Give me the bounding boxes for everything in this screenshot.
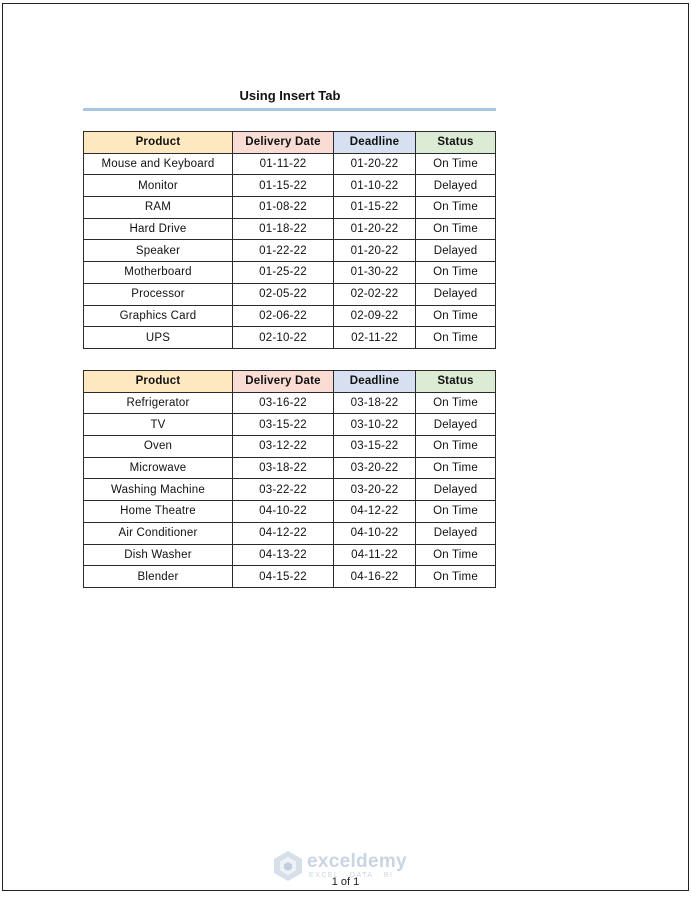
sheet-title: Using Insert Tab: [239, 88, 341, 103]
cell-product: Blender: [84, 566, 233, 588]
table-row: [84, 262, 496, 284]
cell-delivery-date: 02-05-22: [233, 283, 334, 305]
cell-product: Hard Drive: [84, 218, 233, 240]
cell-deadline: 03-20-22: [334, 457, 416, 479]
cell-delivery-date: 04-15-22: [233, 566, 334, 588]
cell-status: On Time: [416, 544, 496, 566]
cell-delivery-date: 03-22-22: [233, 479, 334, 501]
header-delivery-date: Delivery Date: [233, 371, 334, 393]
cell-status: On Time: [416, 436, 496, 458]
cell-status: On Time: [416, 262, 496, 284]
cell-delivery-date: 01-18-22: [233, 218, 334, 240]
cell-status: Delayed: [416, 240, 496, 262]
cell-deadline: 02-11-22: [334, 327, 416, 349]
table-row: [84, 501, 496, 523]
title-underline: [83, 108, 496, 111]
cell-delivery-date: 01-15-22: [233, 175, 334, 197]
table-row: [84, 240, 496, 262]
table-row: [84, 479, 496, 501]
cell-product: Air Conditioner: [84, 522, 233, 544]
cell-delivery-date: 02-06-22: [233, 305, 334, 327]
cell-delivery-date: 02-10-22: [233, 327, 334, 349]
cell-status: Delayed: [416, 414, 496, 436]
cell-deadline: 03-20-22: [334, 479, 416, 501]
cell-delivery-date: 04-12-22: [233, 522, 334, 544]
cell-product: Speaker: [84, 240, 233, 262]
header-status: Status: [416, 371, 496, 393]
cell-product: UPS: [84, 327, 233, 349]
cell-status: On Time: [416, 327, 496, 349]
cell-status: On Time: [416, 457, 496, 479]
cell-delivery-date: 03-15-22: [233, 414, 334, 436]
cell-status: On Time: [416, 197, 496, 219]
product-table-1: [83, 131, 496, 349]
cell-deadline: 04-11-22: [334, 544, 416, 566]
cell-deadline: 01-30-22: [334, 262, 416, 284]
cell-product: Home Theatre: [84, 501, 233, 523]
table-row: [84, 175, 496, 197]
cell-status: On Time: [416, 566, 496, 588]
table-header-row: [84, 132, 496, 154]
cell-product: Motherboard: [84, 262, 233, 284]
cell-product: Mouse and Keyboard: [84, 153, 233, 175]
cell-product: RAM: [84, 197, 233, 219]
cell-deadline: 01-10-22: [334, 175, 416, 197]
cell-product: Dish Washer: [84, 544, 233, 566]
table-row: [84, 457, 496, 479]
table-row: [84, 305, 496, 327]
table-row: [84, 522, 496, 544]
cell-delivery-date: 03-18-22: [233, 457, 334, 479]
cell-product: TV: [84, 414, 233, 436]
table-row: [84, 327, 496, 349]
watermark-brand-name: exceldemy: [307, 851, 407, 872]
cell-deadline: 04-12-22: [334, 501, 416, 523]
table-row: [84, 544, 496, 566]
table-row: [84, 218, 496, 240]
cell-delivery-date: 03-12-22: [233, 436, 334, 458]
table-row: [84, 197, 496, 219]
cell-delivery-date: 04-13-22: [233, 544, 334, 566]
table-row: [84, 283, 496, 305]
cell-deadline: 03-10-22: [334, 414, 416, 436]
cell-delivery-date: 01-11-22: [233, 153, 334, 175]
cell-deadline: 04-10-22: [334, 522, 416, 544]
cell-deadline: 01-20-22: [334, 218, 416, 240]
header-status: Status: [416, 132, 496, 154]
cell-product: Oven: [84, 436, 233, 458]
cell-product: Washing Machine: [84, 479, 233, 501]
cell-deadline: 03-18-22: [334, 392, 416, 414]
cell-deadline: 04-16-22: [334, 566, 416, 588]
watermark-tagline: EXCEL · DATA · BI: [309, 872, 394, 879]
cell-deadline: 01-15-22: [334, 197, 416, 219]
table-row: [84, 566, 496, 588]
page-number: 1 of 1: [331, 876, 360, 888]
table-row: [84, 436, 496, 458]
table-row: [84, 414, 496, 436]
table-header-row: [84, 371, 496, 393]
cell-product: Graphics Card: [84, 305, 233, 327]
header-deadline: Deadline: [334, 132, 416, 154]
cell-status: Delayed: [416, 522, 496, 544]
table-row: [84, 153, 496, 175]
cell-deadline: 01-20-22: [334, 240, 416, 262]
cell-delivery-date: 01-22-22: [233, 240, 334, 262]
cell-deadline: 02-09-22: [334, 305, 416, 327]
cell-product: Processor: [84, 283, 233, 305]
cell-product: Microwave: [84, 457, 233, 479]
cell-status: Delayed: [416, 479, 496, 501]
table-row: [84, 392, 496, 414]
cell-delivery-date: 03-16-22: [233, 392, 334, 414]
cell-deadline: 01-20-22: [334, 153, 416, 175]
print-preview-page: [2, 3, 689, 891]
header-deadline: Deadline: [334, 371, 416, 393]
cell-status: Delayed: [416, 283, 496, 305]
cell-delivery-date: 01-08-22: [233, 197, 334, 219]
cell-product: Refrigerator: [84, 392, 233, 414]
cell-product: Monitor: [84, 175, 233, 197]
header-product: Product: [84, 132, 233, 154]
cell-delivery-date: 04-10-22: [233, 501, 334, 523]
cell-status: On Time: [416, 501, 496, 523]
header-product: Product: [84, 371, 233, 393]
cell-deadline: 03-15-22: [334, 436, 416, 458]
header-delivery-date: Delivery Date: [233, 132, 334, 154]
cell-deadline: 02-02-22: [334, 283, 416, 305]
cell-delivery-date: 01-25-22: [233, 262, 334, 284]
cell-status: On Time: [416, 392, 496, 414]
cell-status: On Time: [416, 218, 496, 240]
cell-status: Delayed: [416, 175, 496, 197]
cell-status: On Time: [416, 305, 496, 327]
cell-status: On Time: [416, 153, 496, 175]
product-table-2: [83, 370, 496, 588]
